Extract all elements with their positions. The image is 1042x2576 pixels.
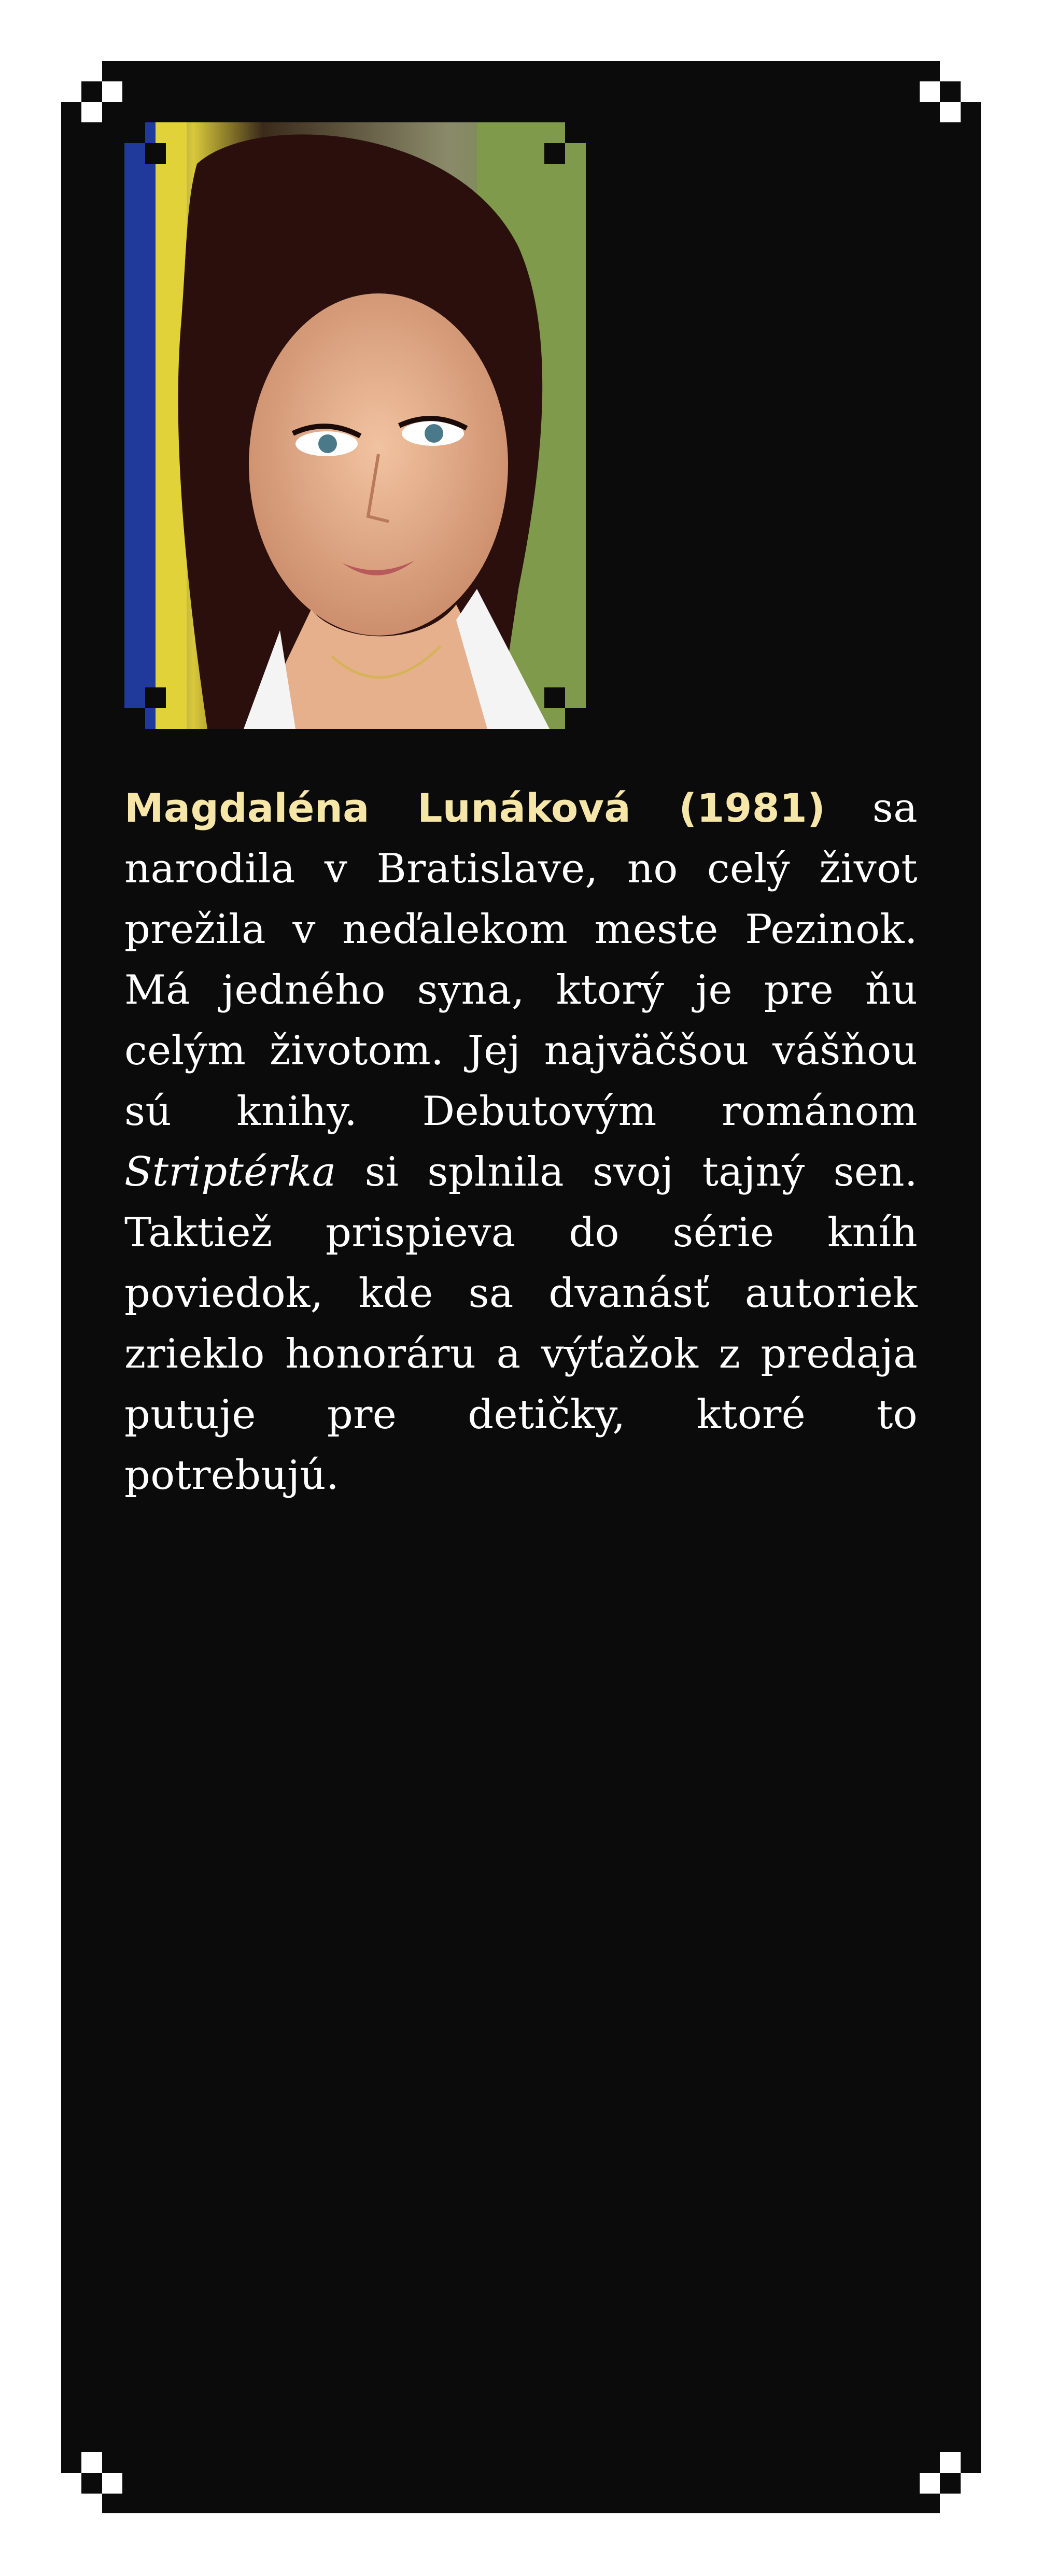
photo-corner-pixel [544,687,565,708]
author-biography [124,778,918,1506]
photo-corner-pixel [145,143,166,164]
corner-pixel [61,102,81,122]
portrait-illustration [124,122,586,729]
corner-pixel [920,2452,940,2473]
photo-corner-pixel [124,708,145,729]
corner-pixel [61,2452,81,2473]
bio-text-part-1: sa narodila v Bratislave, no celý život prežila v neďalekom meste Pezinok. Má jedného syna, ktorý je pre ňu celým životom. Jej najväčšou vášňou sú knihy. Debutovým románom [124,785,918,1135]
bio-text-part-2: si splnila svoj tajný sen. Taktiež prispieva do série kníh poviedok, kde sa dvanásť autoriek zrieklo honoráru a výťažok z predaja putuje pre detičky, ktoré to potrebujú. [124,1149,918,1499]
corner-pixel [102,61,122,81]
corner-pixel [102,2494,122,2513]
corner-pixel [940,81,961,102]
photo-corner-pixel [565,122,586,143]
corner-pixel [920,61,940,81]
book-title: Striptérka [124,1149,336,1195]
author-name: Magdaléna Lunáková (1981) [124,785,826,831]
photo-corner-pixel [565,708,586,729]
photo-corner-pixel [145,687,166,708]
corner-pixel [81,81,102,102]
corner-pixel [920,2494,940,2513]
corner-pixel [961,102,981,122]
corner-pixel [961,2452,981,2473]
photo-corner-pixel [544,143,565,164]
corner-pixel [920,102,940,122]
corner-pixel [940,2473,961,2494]
corner-pixel [102,2452,122,2473]
author-photo [124,122,586,729]
corner-pixel [81,2473,102,2494]
corner-pixel [102,102,122,122]
photo-corner-pixel [124,122,145,143]
